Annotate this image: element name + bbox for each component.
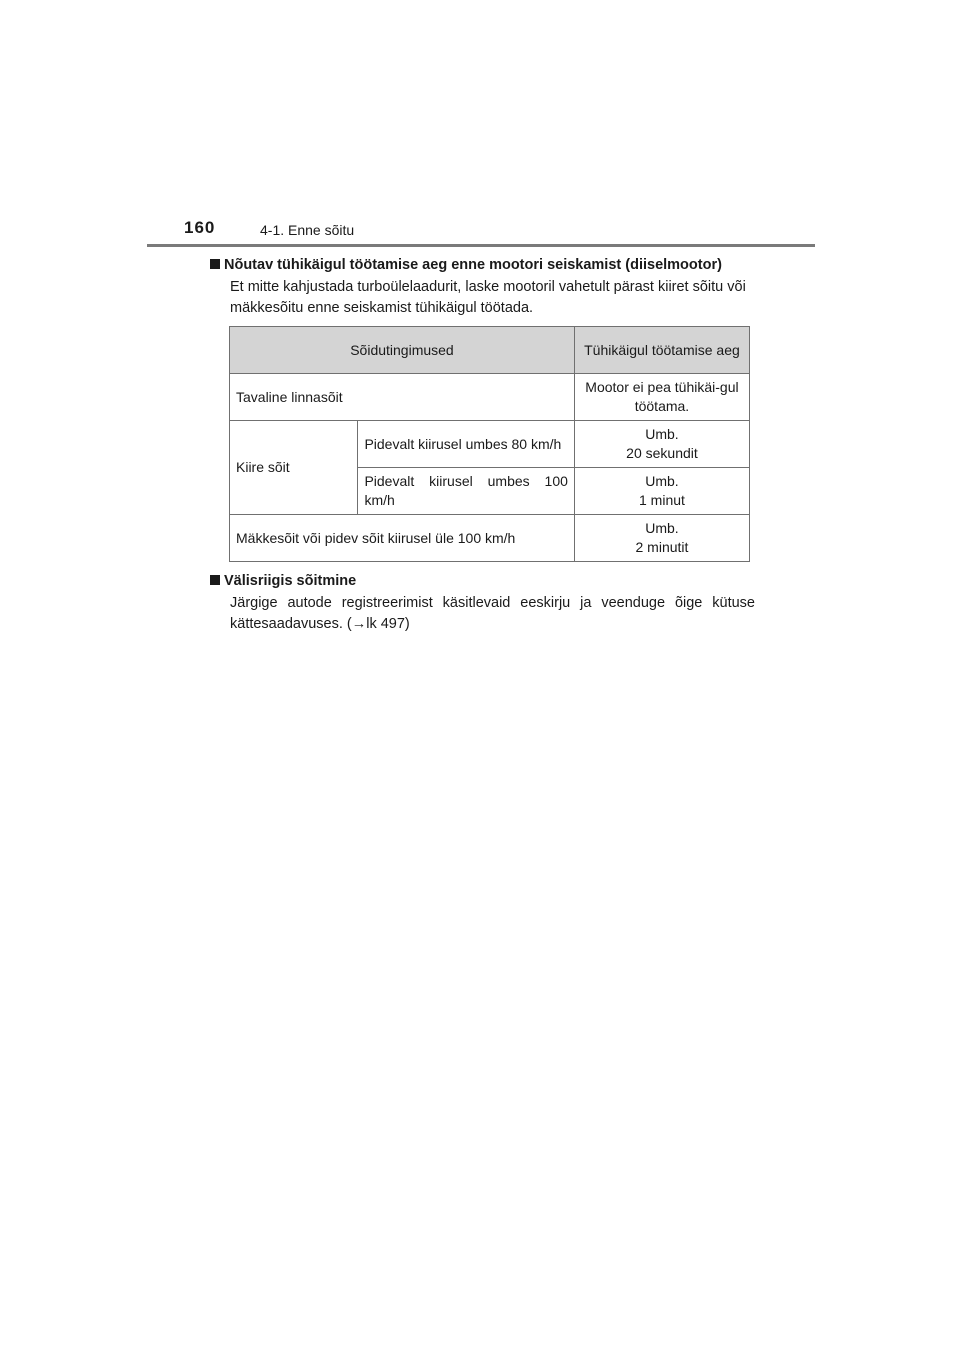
section-title-text: Nõutav tühikäigul töötamise aeg enne mootori seiskamist (diiselmootor)	[224, 257, 722, 273]
cell-time-line2: 2 minutit	[635, 539, 689, 555]
section-title	[210, 256, 755, 274]
square-bullet-icon	[210, 575, 220, 585]
cell-time	[574, 515, 749, 562]
table-row	[230, 374, 750, 421]
arrow-right-icon: →	[351, 616, 367, 632]
cell-group: Kiire sõit	[230, 421, 358, 515]
body-text: Järgige autode registreerimist käsitlevaid eeskirju ja veenduge õige kütuse kättesaadavuses. (	[230, 595, 755, 632]
section-idle-time	[210, 256, 755, 319]
cell-time	[574, 468, 749, 515]
table-row	[230, 515, 750, 562]
cell-condition: Pidevalt kiirusel umbes 100 km/h	[358, 468, 574, 515]
header-idle-time: Tühikäigul töötamise aeg	[574, 327, 749, 374]
section-driving-abroad	[210, 572, 755, 635]
cell-time-line2: 20 sekundit	[626, 445, 698, 461]
cell-condition: Pidevalt kiirusel umbes 80 km/h	[358, 421, 574, 468]
cell-time-line1: Umb.	[645, 473, 679, 489]
table-row	[230, 421, 750, 468]
section-body: Et mitte kahjustada turboülelaadurit, laske mootoril vahetult pärast kiiret sõitu või mäkkesõitu enne seiskamist tühikäigul töötada.	[230, 279, 746, 316]
square-bullet-icon	[210, 259, 220, 269]
section-header: 4-1. Enne sõitu	[260, 222, 355, 238]
header-conditions: Sõidutingimused	[230, 327, 575, 374]
cell-time-line2: 1 minut	[639, 492, 685, 508]
cell-condition: Mäkkesõit või pidev sõit kiirusel üle 100 km/h	[230, 515, 575, 562]
cell-time-line1: Umb.	[645, 426, 679, 442]
cell-condition: Tavaline linnasõit	[230, 374, 575, 421]
header-rule	[147, 244, 815, 247]
section-body	[230, 593, 755, 635]
section-title-text: Välisriigis sõitmine	[224, 573, 357, 589]
cell-time-line1: Umb.	[645, 520, 679, 536]
page-number: 160	[184, 218, 216, 237]
table-header-row	[230, 327, 750, 374]
page-reference-link[interactable]: lk 497)	[366, 616, 410, 632]
section-title	[210, 572, 755, 590]
cell-time: Mootor ei pea tühikäi-gul töötama.	[574, 374, 749, 421]
idle-time-table	[229, 326, 750, 562]
cell-time	[574, 421, 749, 468]
